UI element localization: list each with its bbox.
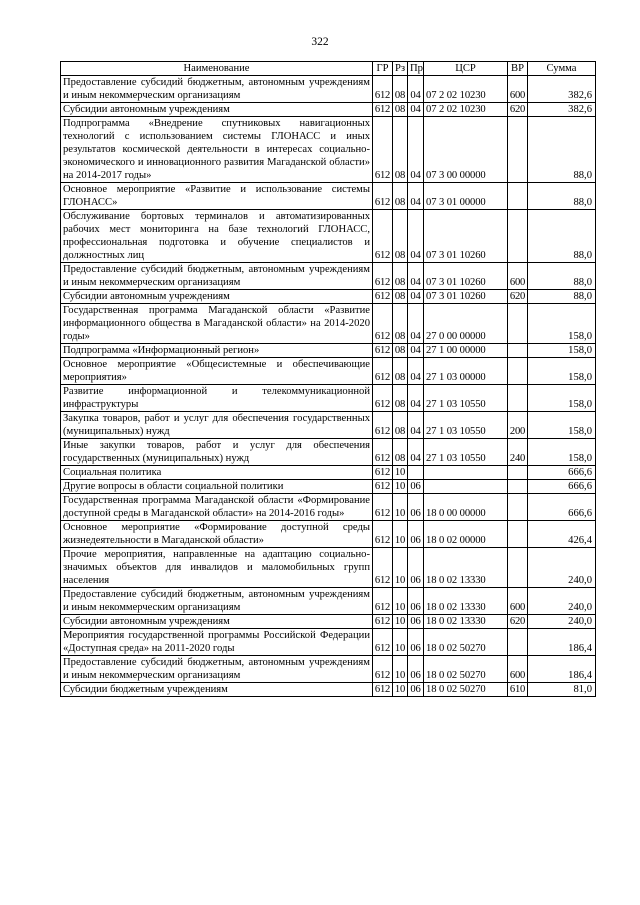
row-vr <box>508 210 528 263</box>
row-pr: 06 <box>408 615 424 629</box>
row-rz: 08 <box>393 210 408 263</box>
row-gr: 612 <box>373 629 393 656</box>
row-pr: 06 <box>408 480 424 494</box>
row-gr: 612 <box>373 290 393 304</box>
row-sum: 186,4 <box>528 656 596 683</box>
table-row <box>61 615 596 629</box>
row-gr: 612 <box>373 344 393 358</box>
row-gr: 612 <box>373 588 393 615</box>
table-row <box>61 588 596 615</box>
table-row <box>61 183 596 210</box>
row-vr: 620 <box>508 290 528 304</box>
row-sum: 81,0 <box>528 683 596 697</box>
row-pr: 04 <box>408 117 424 183</box>
row-rz: 08 <box>393 263 408 290</box>
row-pr: 06 <box>408 629 424 656</box>
row-pr: 04 <box>408 263 424 290</box>
row-csr: 18 0 02 50270 <box>424 683 508 697</box>
row-name: Развитие информационной и телекоммуникационной инфраструктуры <box>61 385 373 412</box>
row-rz: 08 <box>393 290 408 304</box>
row-csr: 18 0 02 50270 <box>424 656 508 683</box>
row-sum: 426,4 <box>528 521 596 548</box>
row-pr: 04 <box>408 358 424 385</box>
row-gr: 612 <box>373 494 393 521</box>
row-vr: 600 <box>508 656 528 683</box>
row-pr: 04 <box>408 290 424 304</box>
row-pr: 04 <box>408 210 424 263</box>
row-pr: 06 <box>408 683 424 697</box>
row-gr: 612 <box>373 385 393 412</box>
row-name: Закупка товаров, работ и услуг для обеспечения государственных (муниципальных) нужд <box>61 412 373 439</box>
row-sum: 158,0 <box>528 412 596 439</box>
table-row <box>61 358 596 385</box>
row-gr: 612 <box>373 358 393 385</box>
row-gr: 612 <box>373 183 393 210</box>
row-vr <box>508 494 528 521</box>
row-rz: 08 <box>393 412 408 439</box>
row-gr: 612 <box>373 304 393 344</box>
row-rz: 10 <box>393 615 408 629</box>
row-name: Предоставление субсидий бюджетным, автономным учреждениям и иным некоммерческим организациям <box>61 656 373 683</box>
table-row <box>61 290 596 304</box>
table-row <box>61 494 596 521</box>
table-row <box>61 412 596 439</box>
row-csr <box>424 480 508 494</box>
row-csr: 07 3 01 10260 <box>424 290 508 304</box>
table-row <box>61 344 596 358</box>
row-sum: 666,6 <box>528 466 596 480</box>
row-gr: 612 <box>373 210 393 263</box>
row-vr: 200 <box>508 412 528 439</box>
row-csr: 27 1 03 10550 <box>424 385 508 412</box>
row-rz: 10 <box>393 466 408 480</box>
row-csr: 18 0 00 00000 <box>424 494 508 521</box>
row-vr <box>508 304 528 344</box>
row-gr: 612 <box>373 521 393 548</box>
table-body <box>61 76 596 697</box>
row-sum: 186,4 <box>528 629 596 656</box>
row-csr <box>424 466 508 480</box>
header-name: Наименование <box>61 62 373 76</box>
table-row <box>61 263 596 290</box>
header-vr: ВР <box>508 62 528 76</box>
row-csr: 07 2 02 10230 <box>424 103 508 117</box>
row-sum: 88,0 <box>528 117 596 183</box>
row-pr: 04 <box>408 304 424 344</box>
row-csr: 07 2 02 10230 <box>424 76 508 103</box>
row-csr: 18 0 02 13330 <box>424 615 508 629</box>
row-rz: 10 <box>393 656 408 683</box>
row-pr: 04 <box>408 103 424 117</box>
row-name: Государственная программа Магаданской области «Формирование доступной среды в Магаданской области» на 2014-2016 годы» <box>61 494 373 521</box>
row-csr: 18 0 02 00000 <box>424 521 508 548</box>
row-pr: 04 <box>408 76 424 103</box>
row-gr: 612 <box>373 615 393 629</box>
row-sum: 666,6 <box>528 480 596 494</box>
row-sum: 382,6 <box>528 76 596 103</box>
row-rz: 08 <box>393 344 408 358</box>
row-rz: 08 <box>393 385 408 412</box>
row-sum: 240,0 <box>528 548 596 588</box>
row-vr <box>508 521 528 548</box>
row-csr: 27 0 00 00000 <box>424 304 508 344</box>
table-header <box>61 62 596 76</box>
row-vr: 600 <box>508 263 528 290</box>
row-vr: 600 <box>508 588 528 615</box>
table-row <box>61 480 596 494</box>
table-row <box>61 548 596 588</box>
row-pr: 06 <box>408 588 424 615</box>
row-vr: 620 <box>508 103 528 117</box>
row-name: Субсидии автономным учреждениям <box>61 615 373 629</box>
page-number: 322 <box>311 36 329 48</box>
row-name: Субсидии автономным учреждениям <box>61 290 373 304</box>
row-vr: 600 <box>508 76 528 103</box>
header-pr: Пр <box>408 62 424 76</box>
row-rz: 10 <box>393 629 408 656</box>
row-name: Предоставление субсидий бюджетным, автономным учреждениям и иным некоммерческим организациям <box>61 263 373 290</box>
row-sum: 158,0 <box>528 344 596 358</box>
row-name: Основное мероприятие «Развитие и использование системы ГЛОНАСС» <box>61 183 373 210</box>
row-pr: 06 <box>408 494 424 521</box>
header-rz: Рз <box>393 62 408 76</box>
row-sum: 240,0 <box>528 588 596 615</box>
table-row <box>61 439 596 466</box>
row-rz: 08 <box>393 304 408 344</box>
table-row <box>61 683 596 697</box>
table-row <box>61 76 596 103</box>
row-rz: 08 <box>393 183 408 210</box>
row-name: Мероприятия государственной программы Российской Федерации «Доступная среда» на 2011-2020 годы <box>61 629 373 656</box>
row-name: Предоставление субсидий бюджетным, автономным учреждениям и иным некоммерческим организациям <box>61 588 373 615</box>
row-gr: 612 <box>373 117 393 183</box>
row-pr <box>408 466 424 480</box>
row-vr <box>508 183 528 210</box>
row-vr <box>508 385 528 412</box>
row-pr: 06 <box>408 656 424 683</box>
row-name: Другие вопросы в области социальной политики <box>61 480 373 494</box>
row-sum: 88,0 <box>528 263 596 290</box>
row-csr: 27 1 00 00000 <box>424 344 508 358</box>
table-row <box>61 304 596 344</box>
header-sum: Сумма <box>528 62 596 76</box>
row-sum: 158,0 <box>528 439 596 466</box>
row-pr: 04 <box>408 344 424 358</box>
row-rz: 10 <box>393 494 408 521</box>
row-name: Субсидии автономным учреждениям <box>61 103 373 117</box>
row-gr: 612 <box>373 683 393 697</box>
row-pr: 04 <box>408 385 424 412</box>
table-row <box>61 385 596 412</box>
row-rz: 10 <box>393 521 408 548</box>
row-name: Подпрограмма «Внедрение спутниковых навигационных технологий с использованием системы ГЛОНАСС и иных результатов космической деятельности в интересах социально-экономического и инновационного развития Магаданской области» на 2014-2017 годы» <box>61 117 373 183</box>
row-pr: 04 <box>408 439 424 466</box>
row-pr: 06 <box>408 548 424 588</box>
row-rz: 08 <box>393 117 408 183</box>
row-name: Обслуживание бортовых терминалов и автоматизированных рабочих мест мониторинга на базе технологий ГЛОНАСС, профессиональная подготовка и обучение специалистов и должностных лиц <box>61 210 373 263</box>
row-gr: 612 <box>373 103 393 117</box>
row-name: Субсидии бюджетным учреждениям <box>61 683 373 697</box>
row-csr: 07 3 00 00000 <box>424 117 508 183</box>
row-gr: 612 <box>373 263 393 290</box>
row-rz: 10 <box>393 588 408 615</box>
row-gr: 612 <box>373 656 393 683</box>
row-gr: 612 <box>373 76 393 103</box>
row-sum: 666,6 <box>528 494 596 521</box>
row-csr: 27 1 03 10550 <box>424 412 508 439</box>
row-pr: 04 <box>408 412 424 439</box>
row-rz: 10 <box>393 683 408 697</box>
row-csr: 07 3 01 00000 <box>424 183 508 210</box>
row-vr: 620 <box>508 615 528 629</box>
row-sum: 158,0 <box>528 358 596 385</box>
row-pr: 06 <box>408 521 424 548</box>
table-row <box>61 521 596 548</box>
row-name: Социальная политика <box>61 466 373 480</box>
row-csr: 27 1 03 10550 <box>424 439 508 466</box>
row-sum: 158,0 <box>528 304 596 344</box>
row-sum: 158,0 <box>528 385 596 412</box>
row-sum: 88,0 <box>528 290 596 304</box>
row-csr: 27 1 03 00000 <box>424 358 508 385</box>
row-vr <box>508 358 528 385</box>
row-rz: 08 <box>393 358 408 385</box>
row-pr: 04 <box>408 183 424 210</box>
row-sum: 88,0 <box>528 210 596 263</box>
row-rz: 10 <box>393 480 408 494</box>
row-rz: 08 <box>393 76 408 103</box>
row-gr: 612 <box>373 439 393 466</box>
row-name: Подпрограмма «Информационный регион» <box>61 344 373 358</box>
row-gr: 612 <box>373 412 393 439</box>
row-gr: 612 <box>373 466 393 480</box>
row-csr: 18 0 02 50270 <box>424 629 508 656</box>
row-vr <box>508 480 528 494</box>
row-name: Иные закупки товаров, работ и услуг для обеспечения государственных (муниципальных) нужд <box>61 439 373 466</box>
row-rz: 08 <box>393 439 408 466</box>
row-vr <box>508 466 528 480</box>
row-gr: 612 <box>373 548 393 588</box>
row-csr: 07 3 01 10260 <box>424 210 508 263</box>
row-rz: 10 <box>393 548 408 588</box>
row-rz: 08 <box>393 103 408 117</box>
row-vr: 240 <box>508 439 528 466</box>
table-row <box>61 466 596 480</box>
row-sum: 88,0 <box>528 183 596 210</box>
row-vr: 610 <box>508 683 528 697</box>
table-row <box>61 210 596 263</box>
table-row <box>61 629 596 656</box>
row-vr <box>508 344 528 358</box>
budget-table <box>60 61 596 697</box>
row-vr <box>508 548 528 588</box>
row-csr: 18 0 02 13330 <box>424 588 508 615</box>
row-vr <box>508 629 528 656</box>
row-name: Основное мероприятие «Общесистемные и обеспечивающие мероприятия» <box>61 358 373 385</box>
header-csr: ЦСР <box>424 62 508 76</box>
row-name: Предоставление субсидий бюджетным, автономным учреждениям и иным некоммерческим организациям <box>61 76 373 103</box>
row-name: Прочие мероприятия, направленные на адаптацию социально-значимых объектов для инвалидов и маломобильных групп населения <box>61 548 373 588</box>
table-row <box>61 117 596 183</box>
row-csr: 18 0 02 13330 <box>424 548 508 588</box>
row-sum: 240,0 <box>528 615 596 629</box>
row-csr: 07 3 01 10260 <box>424 263 508 290</box>
row-sum: 382,6 <box>528 103 596 117</box>
row-vr <box>508 117 528 183</box>
row-gr: 612 <box>373 480 393 494</box>
table-row <box>61 656 596 683</box>
header-gr: ГР <box>373 62 393 76</box>
row-name: Государственная программа Магаданской области «Развитие информационного общества в Магаданской области» на 2014-2020 годы» <box>61 304 373 344</box>
table-row <box>61 103 596 117</box>
header-row <box>61 62 596 76</box>
row-name: Основное мероприятие «Формирование доступной среды жизнедеятельности в Магаданской области» <box>61 521 373 548</box>
